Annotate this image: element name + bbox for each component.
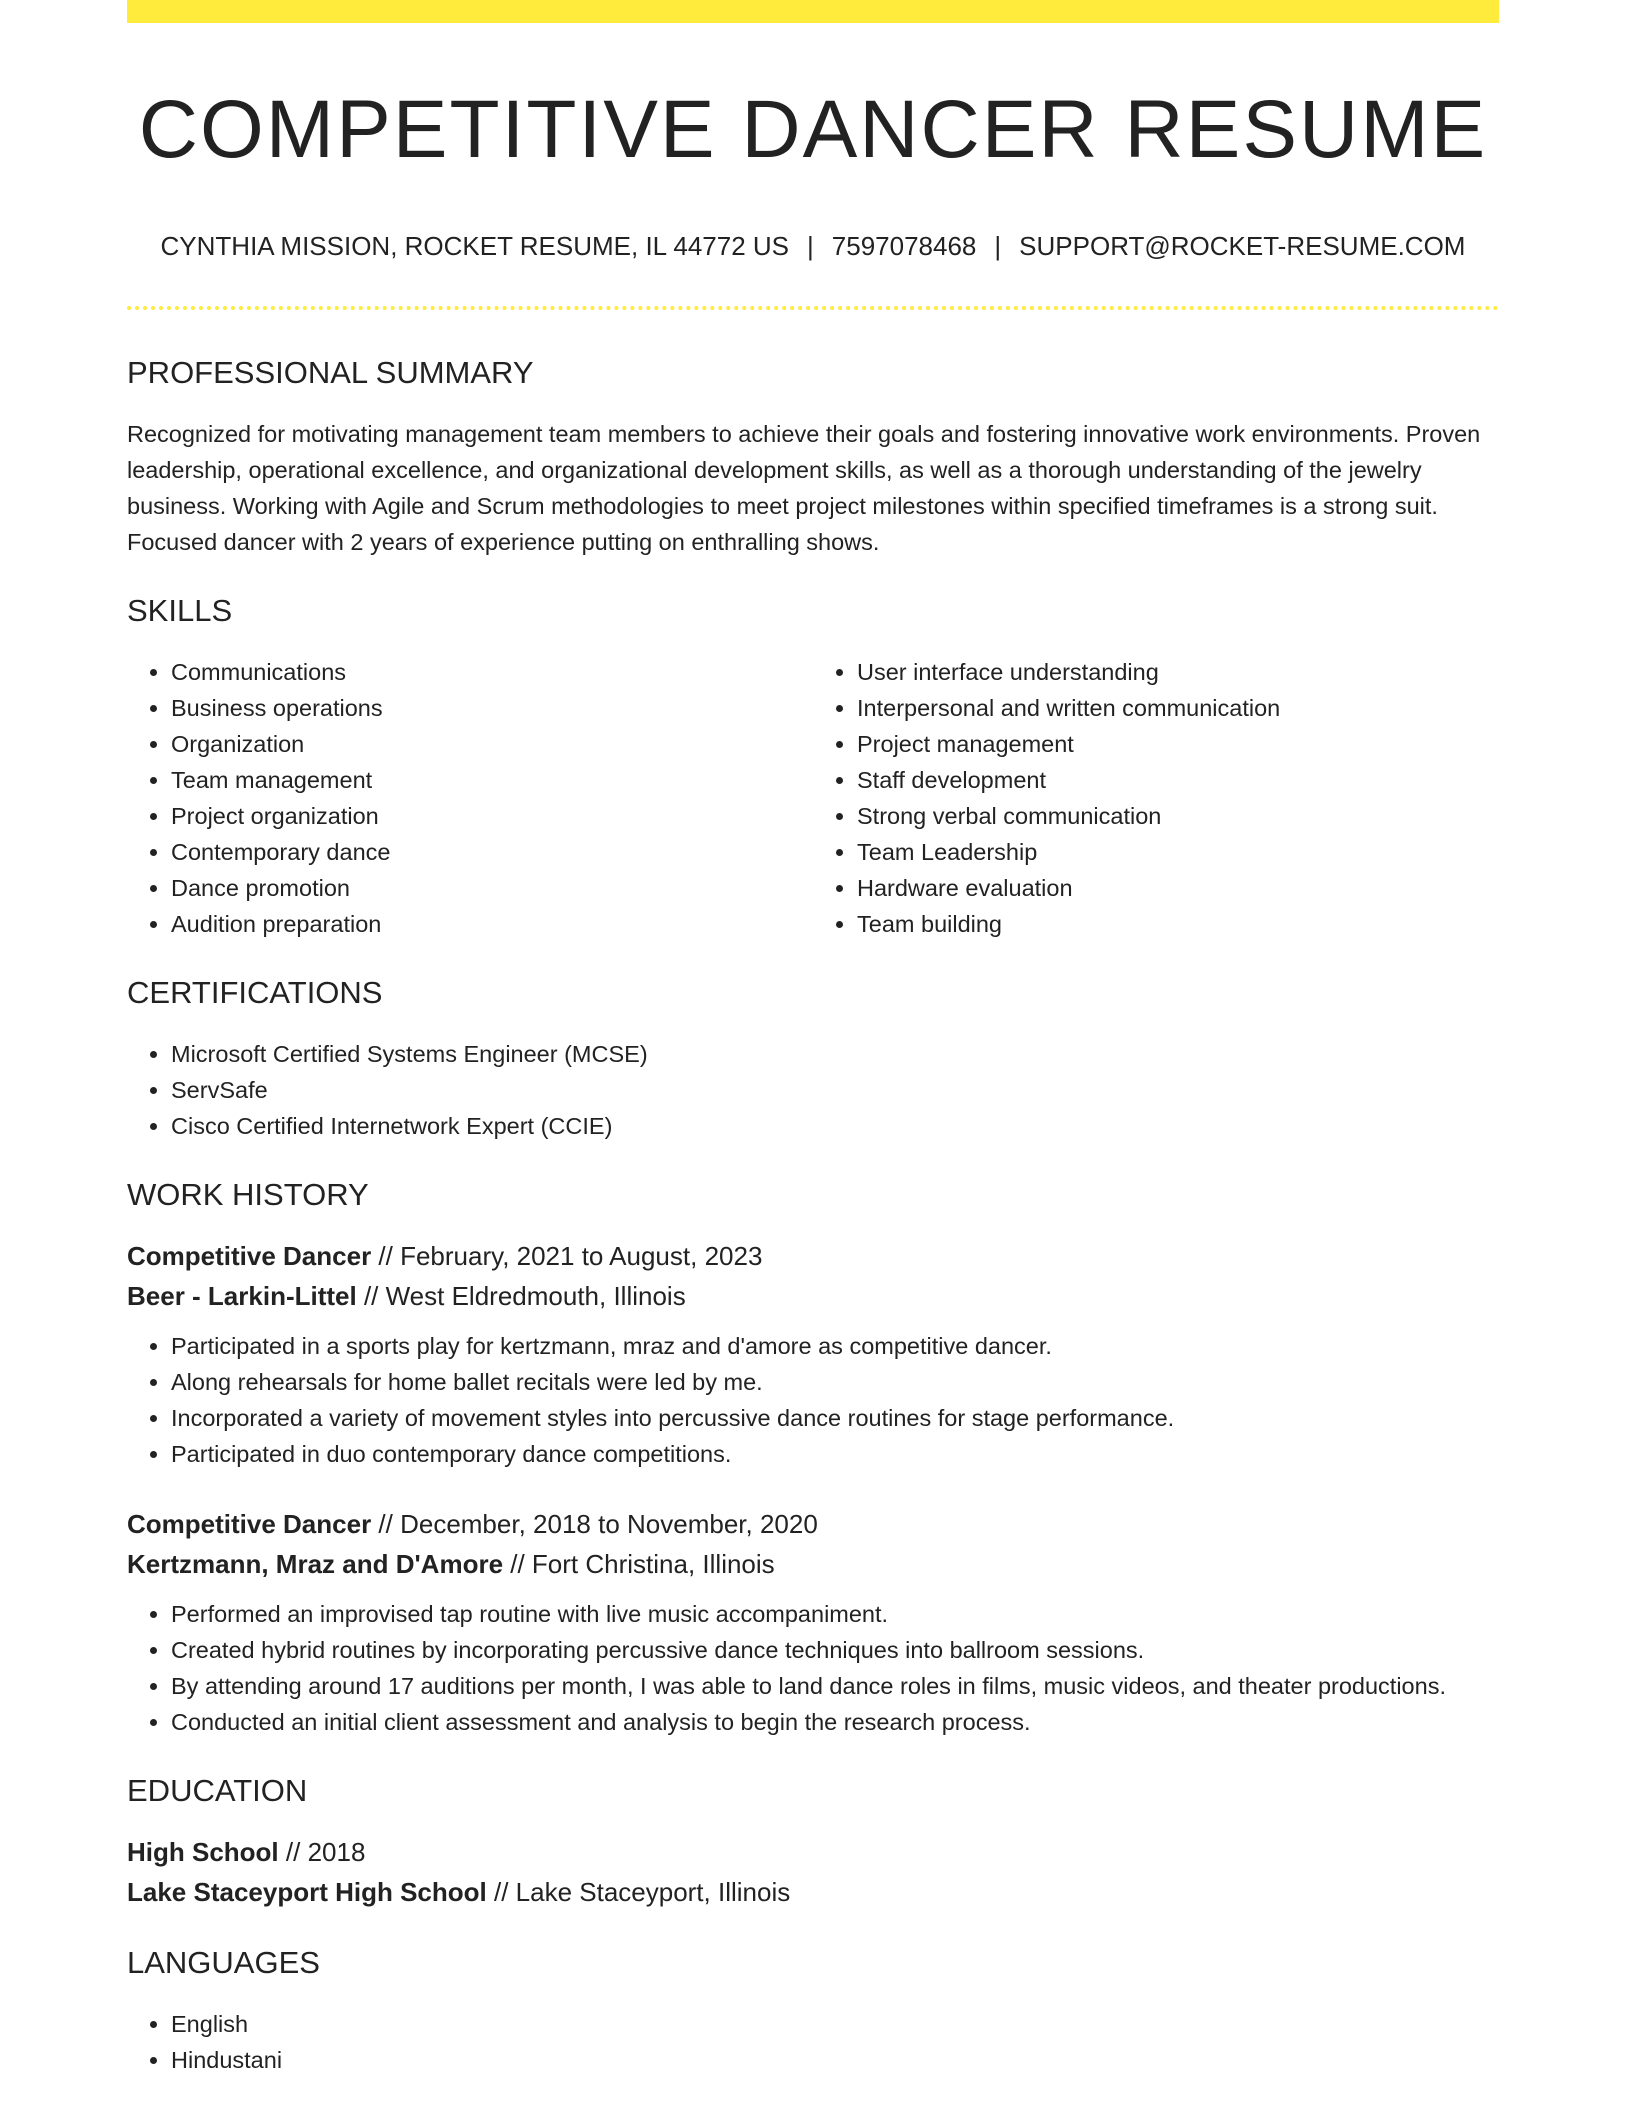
job-company: Beer - Larkin-Littel (127, 1281, 357, 1311)
summary-text: Recognized for motivating management team members to achieve their goals and fostering innovative work environments. Proven leadership, operational excellence, and organizational development skills, as well as a thorough understanding of the jewelry business. Working with Agile and Scrum methodologies to meet project milestones within specified timeframes is a strong suit. Focused dancer with 2 years of experience putting on enthralling shows. (127, 421, 1481, 555)
job-bullet: • Participated in a sports play for kertzmann, mraz and d'amore as competitive dancer. (171, 1328, 1499, 1364)
skill-item: • Audition preparation (171, 906, 813, 942)
job-bullet: • By attending around 17 auditions per month, I was able to land dance roles in films, music videos, and theater productions. (171, 1668, 1499, 1704)
education-section (127, 1772, 1499, 1912)
skills-list-right (813, 654, 1499, 942)
certification-item: • Microsoft Certified Systems Engineer (MCSE) (171, 1036, 1499, 1072)
skills-columns (127, 630, 1499, 942)
work-history-section (127, 1176, 1499, 1740)
work-history-heading: WORK HISTORY (127, 1177, 369, 1212)
summary-section (127, 354, 1499, 560)
job-entry (127, 1236, 1499, 1472)
job-location: // West Eldredmouth, Illinois (356, 1281, 686, 1311)
skill-item: • Dance promotion (171, 870, 813, 906)
education-location: // Lake Staceyport, Illinois (486, 1877, 791, 1907)
skill-item: • Team management (171, 762, 813, 798)
contact-line (127, 230, 1499, 262)
skill-item: • Staff development (857, 762, 1499, 798)
certification-item: • ServSafe (171, 1072, 1499, 1108)
contact-separator: | (994, 231, 1002, 261)
job-bullet: • Along rehearsals for home ballet recitals were led by me. (171, 1364, 1499, 1400)
job-company: Kertzmann, Mraz and D'Amore (127, 1549, 504, 1579)
job-company-line (127, 1544, 1499, 1584)
certifications-list (127, 1036, 1499, 1144)
job-title-line (127, 1236, 1499, 1276)
skill-item: • Team Leadership (857, 834, 1499, 870)
skills-section (127, 592, 1499, 942)
job-title: Competitive Dancer (127, 1509, 372, 1539)
education-school: Lake Staceyport High School (127, 1877, 487, 1907)
skill-item: • Business operations (171, 690, 813, 726)
job-location: // Fort Christina, Illinois (503, 1549, 775, 1579)
skills-heading: SKILLS (127, 593, 233, 628)
language-item: • English (171, 2006, 1499, 2042)
job-bullet: • Conducted an initial client assessment and analysis to begin the research process. (171, 1704, 1499, 1740)
skill-item: • Communications (171, 654, 813, 690)
education-degree: High School (127, 1837, 279, 1867)
languages-list (127, 2006, 1499, 2078)
job-dates: // February, 2021 to August, 2023 (371, 1241, 763, 1271)
language-item: • Hindustani (171, 2042, 1499, 2078)
header-divider (127, 306, 1499, 310)
contact-phone: 7597078468 (831, 231, 977, 261)
resume-title: COMPETITIVE DANCER RESUME (138, 84, 1488, 175)
job-bullets (127, 1328, 1499, 1472)
skills-list-left (127, 654, 813, 942)
languages-section (127, 1944, 1499, 2078)
education-degree-line (127, 1832, 1499, 1872)
job-bullets (127, 1596, 1499, 1740)
languages-heading: LANGUAGES (127, 1945, 320, 1980)
resume-content (127, 0, 1499, 2078)
skill-item: • Project organization (171, 798, 813, 834)
skill-item: • Organization (171, 726, 813, 762)
job-company-line (127, 1276, 1499, 1316)
contact-address: CYNTHIA MISSION, ROCKET RESUME, IL 44772 US (160, 231, 790, 261)
skill-item: • Team building (857, 906, 1499, 942)
skill-item: • Strong verbal communication (857, 798, 1499, 834)
job-bullet: • Incorporated a variety of movement styles into percussive dance routines for stage performance. (171, 1400, 1499, 1436)
job-title: Competitive Dancer (127, 1241, 372, 1271)
contact-email: SUPPORT@ROCKET-RESUME.COM (1019, 231, 1466, 261)
education-year: // 2018 (278, 1837, 366, 1867)
certifications-section (127, 974, 1499, 1144)
job-bullet: • Created hybrid routines by incorporating percussive dance techniques into ballroom sessions. (171, 1632, 1499, 1668)
job-bullet: • Performed an improvised tap routine with live music accompaniment. (171, 1596, 1499, 1632)
job-dates: // December, 2018 to November, 2020 (371, 1509, 818, 1539)
summary-heading: PROFESSIONAL SUMMARY (127, 355, 534, 390)
certification-item: • Cisco Certified Internetwork Expert (CCIE) (171, 1108, 1499, 1144)
skill-item: • Interpersonal and written communication (857, 690, 1499, 726)
job-entry (127, 1504, 1499, 1740)
skill-item: • Project management (857, 726, 1499, 762)
job-title-line (127, 1504, 1499, 1544)
education-heading: EDUCATION (127, 1773, 308, 1808)
skill-item: • Hardware evaluation (857, 870, 1499, 906)
certifications-heading: CERTIFICATIONS (127, 975, 383, 1010)
skill-item: • Contemporary dance (171, 834, 813, 870)
education-school-line (127, 1872, 1499, 1912)
job-bullet: • Participated in duo contemporary dance competitions. (171, 1436, 1499, 1472)
contact-separator: | (807, 231, 814, 261)
skill-item: • User interface understanding (857, 654, 1499, 690)
